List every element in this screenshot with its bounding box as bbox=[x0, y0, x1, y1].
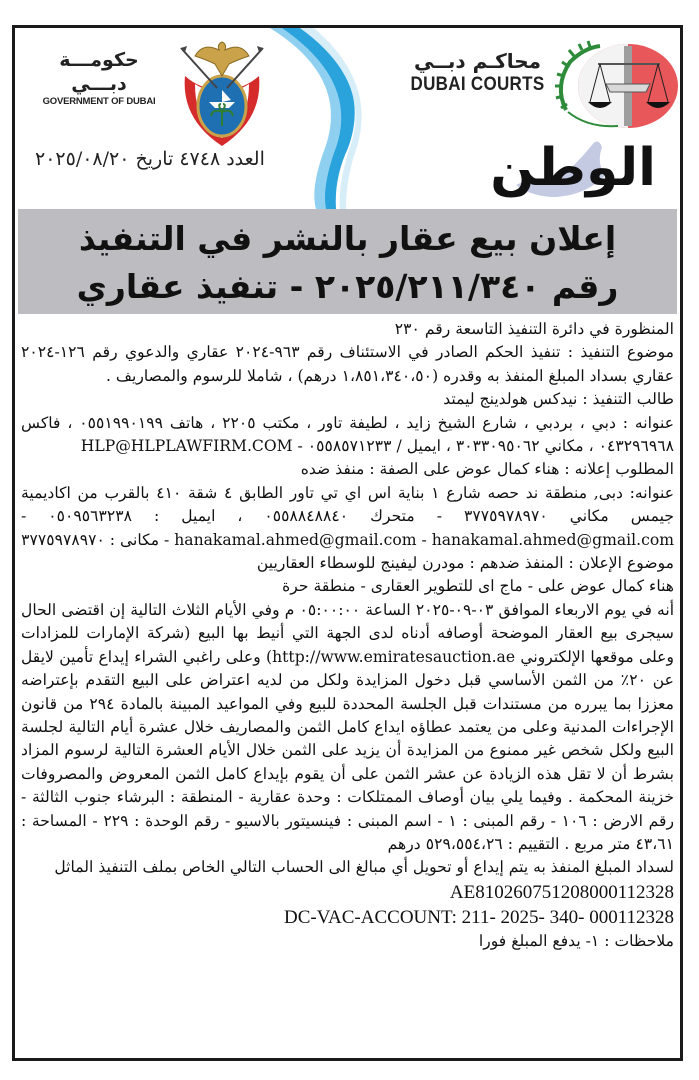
execution-circuit: المنظورة في دائرة التنفيذ التاسعة رقم ٢٣٠ bbox=[394, 320, 674, 338]
issue-number-and-date: العدد ٤٧٤٨ تاريخ ٢٠٢٥/٠٨/٢٠ bbox=[35, 148, 265, 170]
courts-english-name: DUBAI COURTS bbox=[410, 72, 545, 95]
notice-subject: موضوع الإعلان : المنفذ ضدهم : مودرن ليفينج للوسطاء العقاريين bbox=[256, 554, 674, 573]
auction-details: أنه في يوم الاربعاء الموافق ٠٣-٠٩-٢٠٢٥ الساعة ٠٥:٠٠:٠٠ م وفي الأيام الثلاث التالية إن اقتضى الحال سيجرى بيع العقار الموضحة أوصافه أدناه لدى الجهة التي أنيط بها البيع (شركة الإمارات للمزادات وعلى موقعها الإلكتروني http://www.emiratesauction.ae) وعلى راغبي الشراء إيداع تأمين لايقل عن ٢٠٪ من الثمن الأساسي قبل دخول المزايدة ولكل من لديه اعتراض على البيع التقدم بإعتراضه معززا بما يبرره من مستندات قبل الجلسة المحددة للبيع وفي المواعيد المبينة بالمادة ٢٩٤ من قانون الإجراءات المدنية وعلى من يعتمد عطاؤه ايداع كامل الثمن والمصاريف خلال عشرة أيام التالية لجلسة البيع ولكل شخص غير ممنوع من المزايدة أن يزيد على الثمن خلال الأيام العشرة التالية لرسوم المزاد بشرط أن لا تقل هذه الزيادة عن عشر الثمن على أن يقوم بإيداع كامل الثمن المعروض والمصروفات خزينة المحكمة . وفيما يلي بيان أوصاف الممتلكات : وحدة عقارية - المنطقة : البرشاء جنوب الثالثة - رقم الارض : ١٠٦ - رقم المبنى : ١ - اسم المبنى : فينسيتور بالاسيو - رقم الوحدة : ٢٢٩ - المساحة : ٤٣،٦١ متر مربع . التقييم : ٥٢٩،٥٥٤،٢٦ درهم bbox=[21, 600, 675, 853]
applicant-address: عنوانه : دبي ، بردبي ، شارع الشيخ زايد ، لطيفة تاور ، مكتب ٢٢٠٥ ، هاتف ٠٥٥١٩٩٠١٩٩ ، فاكس ٠٤٣٢٩٦٩٦٨ ، مكاني ٣٠٣٣٠٩٥٠٦٢ ، ايميل / ٠٥٥٨٥٧١٢٣٣ - HLP@HLPLAWFIRM.COM bbox=[21, 413, 674, 456]
government-arabic-name: حكومـــة دبـــي bbox=[59, 49, 139, 95]
case-number-title: رقم ٢٠٢٥/٢١١/٣٤٠ - تنفيذ عقاري bbox=[76, 267, 619, 306]
execution-subject: موضوع التنفيذ : تنفيذ الحكم الصادر في الاستئناف رقم ٩٦٣-٢٠٢٤ عقاري والدعوي رقم ١٢٦-٢٠٢٤ عقاري بسداد المبلغ المنفذ به وقدره (١،٨٥١،٣٤٠،٥٠ درهم) ، شاملا للرسوم والمصاريف . bbox=[21, 343, 674, 385]
defendants-list: هناء كمال عوض على - ماج اى للتطوير العقارى - منطقة حرة bbox=[282, 577, 674, 596]
notice-frame bbox=[12, 25, 683, 1061]
government-english-name: GOVERNMENT OF DUBAI bbox=[42, 96, 156, 107]
decorative-swoosh-icon bbox=[270, 28, 380, 209]
notice-body bbox=[21, 318, 674, 953]
newspaper-name: الوطن bbox=[490, 138, 656, 198]
notified-party-address: عنوانه: دبى, منطقة ند حصه شارع ١ بناية اس اي تي تاور الطابق ٤ شقة ٤١٠ بالقرب من اكاديمية جيمس مكاني ٣٧٧٥٩٧٨٩٧٠ - متحرك ٠٥٥٨٨٤٨٨٤٠ ، ايميل : ٠٥٠٩٥٦٣٢٣٨ - hanakamal.ahmed@gmail.com - hanakamal.ahmed@gmail.com - مكانى : ٣٧٧٥٩٧٨٩٧٠ bbox=[21, 483, 675, 549]
notified-party: المطلوب إعلانه : هناء كمال عوض على الصفة : منفذ ضده bbox=[300, 460, 674, 479]
iban-number: AE810260751208000112328 bbox=[449, 881, 674, 903]
scales-of-justice-icon bbox=[548, 40, 680, 132]
notice-title: إعلان بيع عقار بالنشر في التنفيذ bbox=[78, 219, 617, 258]
notice-title-band bbox=[18, 209, 677, 314]
dc-vac-account: DC-VAC-ACCOUNT: 211- 2025- 340- 000112328 bbox=[284, 906, 674, 928]
dubai-courts-logo-text bbox=[410, 48, 545, 94]
notes: ملاحظات : ١- يدفع المبلغ فورا bbox=[478, 931, 674, 950]
dubai-emblem-icon bbox=[177, 34, 267, 154]
courts-arabic-name: محاكـم دبــي bbox=[413, 49, 542, 73]
al-watan-logo bbox=[476, 133, 656, 208]
execution-applicant: طالب التنفيذ : نيدكس هولدينج ليمتد bbox=[443, 390, 674, 409]
notice-header bbox=[15, 28, 680, 209]
payment-instructions: لسداد المبلغ المنفذ به يتم إيداع أو تحويل أي مبالغ الى الحساب التالي الخاص بملف التنفيذ الماثل bbox=[54, 858, 674, 877]
government-of-dubai-logo bbox=[39, 48, 159, 108]
